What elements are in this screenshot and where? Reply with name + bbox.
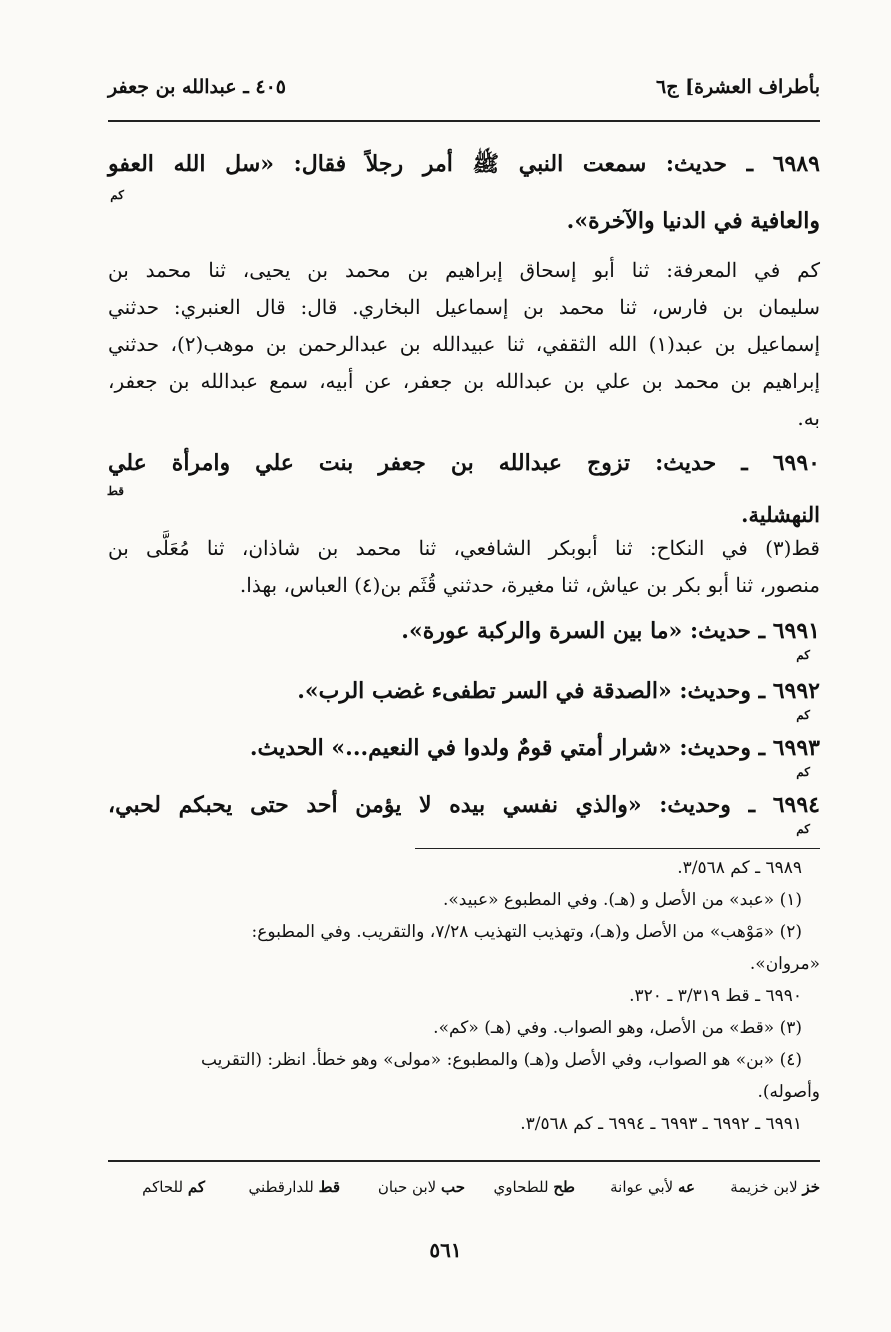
hadith-6991: ٦٩٩١ ـ حديث: «ما بين السرة والركبة عورة».	[401, 618, 820, 644]
legend-item	[494, 1178, 575, 1196]
legend-item	[248, 1178, 340, 1196]
legend-name: للدارقطني	[248, 1178, 314, 1196]
legend-name: لابن خزيمة	[730, 1178, 798, 1196]
isnad-1-line2: سليمان بن فارس، ثنا محمد بن إسماعيل البخاري. قال: قال العنبري: حدثني	[108, 295, 820, 319]
footnote-line: ٦٩٩٠ ـ قط ٣/٣١٩ ـ ٣٢٠.	[629, 986, 802, 1006]
legend-abbr: خز	[802, 1178, 820, 1196]
footnote-line: (٣) «قط» من الأصل، وهو الصواب. وفي (هـ) «كم».	[433, 1018, 802, 1038]
isnad-2-line1: قط(٣) في النكاح: ثنا أبوبكر الشافعي، ثنا محمد بن شاذان، ثنا مُعَلَّى بن	[108, 536, 820, 560]
page-number: ٥٦١	[429, 1238, 462, 1262]
hadith-6992: ٦٩٩٢ ـ وحديث: «الصدقة في السر تطفىء غضب الرب».	[297, 678, 820, 704]
legend-name: لابن حبان	[377, 1178, 437, 1196]
isnad-2-line2: منصور، ثنا أبو بكر بن عياش، ثنا مغيرة، حدثني قُثَم بن(٤) العباس، بهذا.	[239, 573, 820, 597]
legend-rule	[108, 1160, 820, 1162]
footnote-line: ٦٩٨٩ ـ كم ٣/٥٦٨.	[677, 858, 802, 878]
sigla-6992: كم	[796, 708, 810, 722]
hadith-6990-line2: النهشلية.	[741, 502, 820, 527]
footnote-line: وأصوله).	[757, 1082, 820, 1102]
hadith-6990-line1: ٦٩٩٠ ـ حديث: تزوج عبدالله بن جعفر بنت علي وامرأة علي	[108, 450, 820, 476]
isnad-1-line3: إسماعيل بن عبد(١) الله الثقفي، ثنا عبيدالله بن عبدالرحمن بن موهب(٢)، حدثني	[108, 332, 820, 356]
header-rule	[108, 120, 820, 122]
legend-abbr: قط	[318, 1178, 340, 1196]
legend-abbr: كم	[187, 1178, 205, 1196]
footnote-line: «مروان».	[749, 954, 820, 974]
isnad-1-line5: به.	[797, 406, 820, 430]
sigla-6994: كم	[796, 822, 810, 836]
header-book-title: بأطراف العشرة] ج٦	[656, 76, 820, 98]
running-header	[108, 70, 820, 106]
hadith-6989-line2: والعافية في الدنيا والآخرة».	[566, 208, 820, 234]
hadith-6994: ٦٩٩٤ ـ وحديث: «والذي نفسي بيده لا يؤمن أحد حتى يحبكم لحبي،	[108, 792, 820, 818]
footnote-line: (٢) «مَوْهب» من الأصل و(هـ)، وتهذيب التهذيب ٧/٢٨، والتقريب. وفي المطبوع:	[251, 922, 802, 942]
legend-item	[730, 1178, 820, 1196]
legend-abbr: عه	[678, 1178, 695, 1196]
legend-item	[142, 1178, 205, 1196]
legend-name: لأبي عوانة	[610, 1178, 674, 1196]
isnad-1-line1: كم في المعرفة: ثنا أبو إسحاق إبراهيم بن محمد بن يحيى، ثنا محمد بن	[108, 258, 820, 282]
legend-item	[610, 1178, 695, 1196]
hadith-6989-line1: ٦٩٨٩ ـ حديث: سمعت النبي ﷺ أمر رجلاً فقال: «سل الله العفو	[108, 151, 820, 177]
legend-abbr: طح	[553, 1178, 575, 1196]
hadith-6993: ٦٩٩٣ ـ وحديث: «شرار أمتي قومٌ ولدوا في النعيم...» الحديث.	[249, 735, 820, 761]
footnote-line: ٦٩٩١ ـ ٦٩٩٢ ـ ٦٩٩٣ ـ ٦٩٩٤ ـ كم ٣/٥٦٨.	[520, 1114, 802, 1134]
footnote-line: (٤) «بن» هو الصواب، وفي الأصل و(هـ) والمطبوع: «مولى» وهو خطأ. انظر: (التقريب	[200, 1050, 802, 1070]
footnote-rule	[415, 848, 820, 849]
legend-name: للطحاوي	[493, 1178, 549, 1196]
legend-abbr: حب	[440, 1178, 465, 1196]
header-section-title: ٤٠٥ ـ عبدالله بن جعفر	[108, 76, 286, 98]
footnote-line: (١) «عبد» من الأصل و (هـ). وفي المطبوع «عبيد».	[442, 890, 802, 910]
sigla-6990: قط	[106, 484, 124, 498]
sigla-legend	[108, 1178, 820, 1208]
legend-name: للحاكم	[142, 1178, 184, 1196]
legend-item	[378, 1178, 465, 1196]
sigla-6991: كم	[796, 648, 810, 662]
sigla-6993: كم	[796, 765, 810, 779]
isnad-1-line4: إبراهيم بن محمد بن علي بن عبدالله بن جعفر، عن أبيه، سمع عبدالله بن جعفر،	[108, 369, 820, 393]
sigla-6989: كم	[110, 188, 124, 202]
